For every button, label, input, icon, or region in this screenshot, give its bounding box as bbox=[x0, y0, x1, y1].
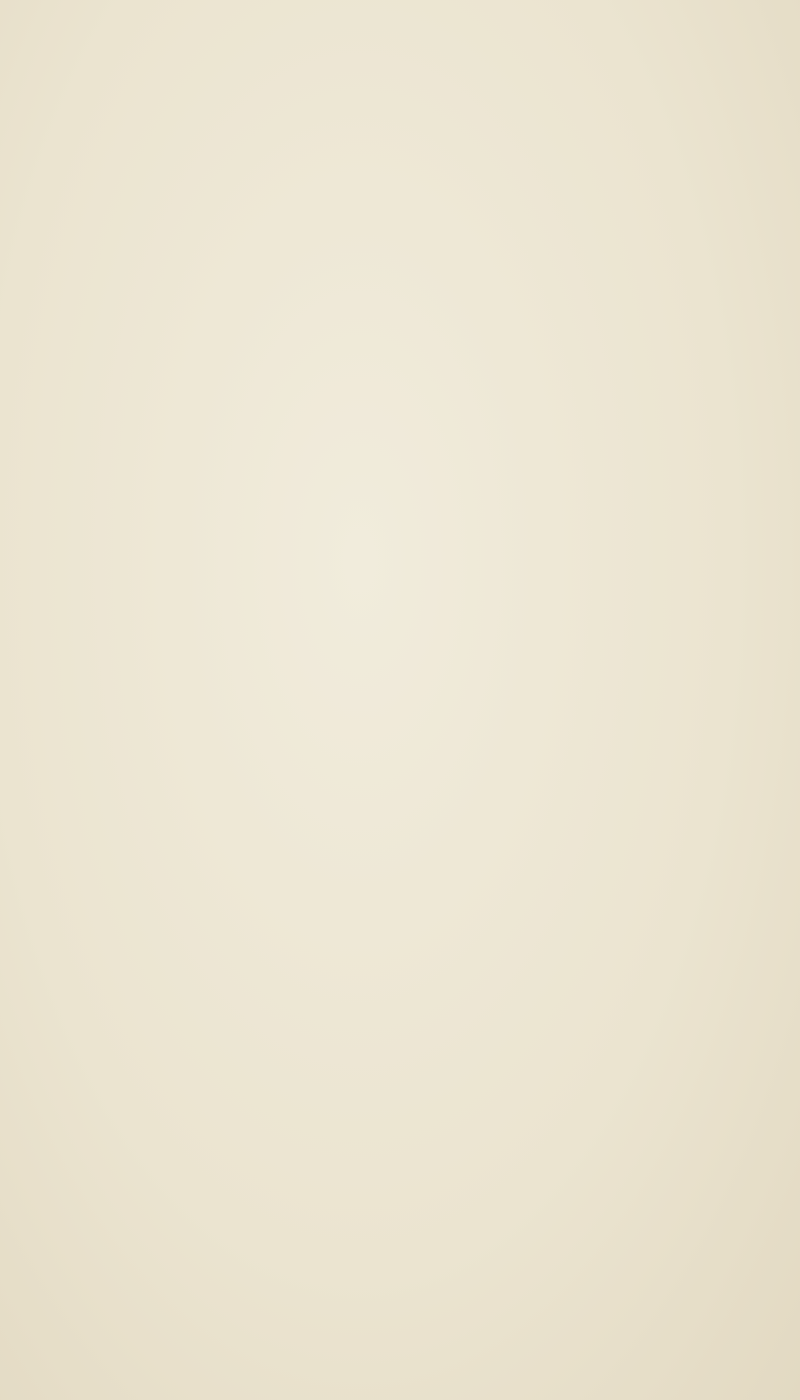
page-header bbox=[0, 148, 800, 188]
